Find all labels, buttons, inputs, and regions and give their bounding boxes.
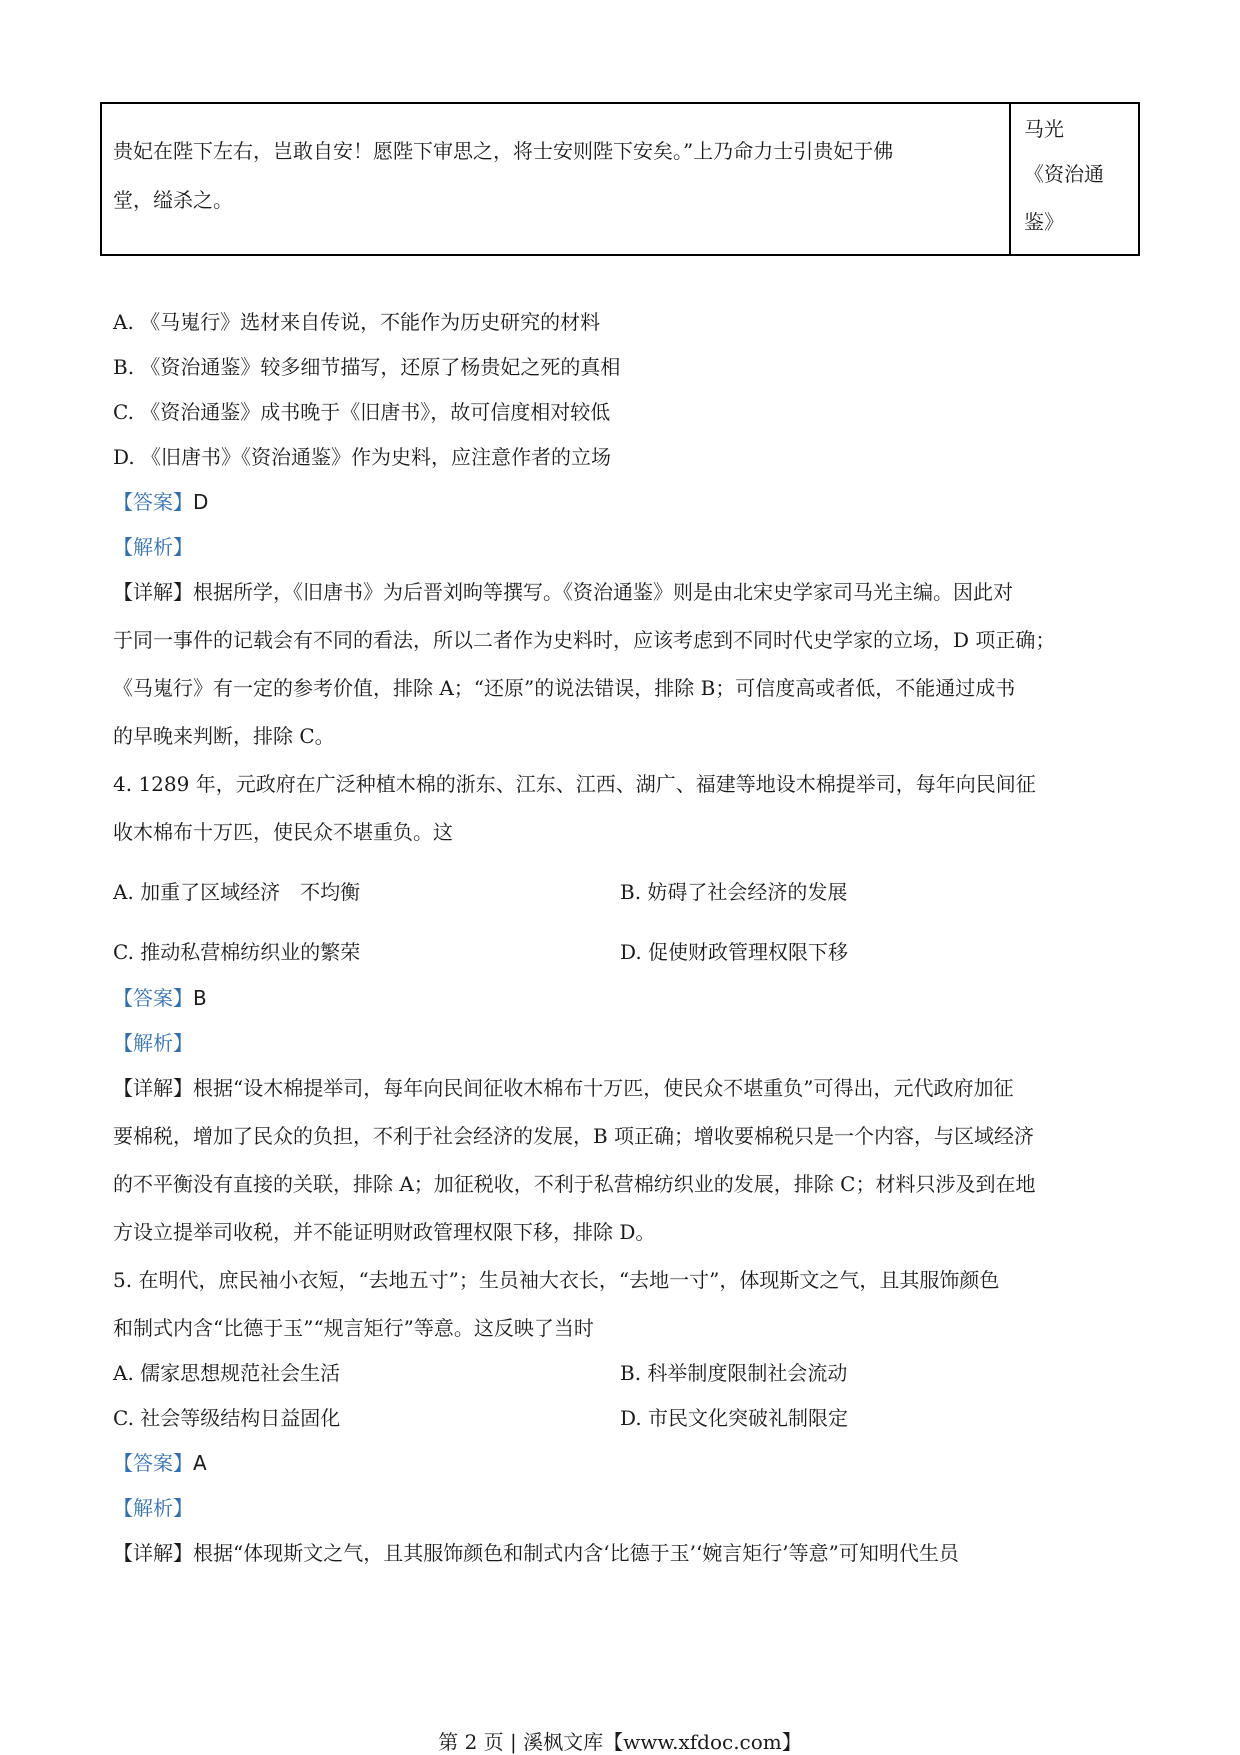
q3-detail-line-3: 《马嵬行》有一定的参考价值，排除 A；“还原”的说法错误，排除 B；可信度高或者低，不能通过成书 — [113, 676, 1016, 700]
q4-option-a: A. 加重了区域经济 不均衡 — [113, 880, 361, 904]
answer-label: 【答案】 — [113, 986, 193, 1010]
answer-label: 【答案】 — [113, 490, 193, 514]
q3-option-d: D. 《旧唐书》《资治通鉴》作为史料，应注意作者的立场 — [113, 445, 612, 469]
detail-text: 根据“设木棉提举司，每年向民间征收木棉布十万匹，使民众不堪重负”可得出，元代政府加征 — [193, 1076, 1014, 1100]
q4-detail-line-4: 方设立提举司收税，并不能证明财政管理权限下移，排除 D。 — [113, 1220, 656, 1244]
q5-option-d: D. 市民文化突破礼制限定 — [620, 1406, 849, 1430]
q3-detail-line-4: 的早晚来判断，排除 C。 — [113, 724, 335, 748]
q4-detail-line-1 — [113, 1072, 1013, 1101]
q4-detail-line-3: 的不平衡没有直接的关联，排除 A；加征税收，不利于私营棉纺织业的发展，排除 C；材料只涉及到在地 — [113, 1172, 1036, 1196]
answer-value: B — [193, 986, 207, 1010]
table-divider — [1009, 102, 1011, 256]
detail-label: 【详解】 — [113, 1541, 193, 1565]
source-table — [100, 102, 1140, 256]
q4-stem-line-1: 4. 1289 年，元政府在广泛种植木棉的浙东、江东、江西、湖广、福建等地设木棉提举司，每年向民间征 — [113, 772, 1036, 796]
q4-option-b: B. 妨碍了社会经济的发展 — [620, 880, 848, 904]
q3-option-a: A. 《马嵬行》选材来自传说，不能作为历史研究的材料 — [113, 310, 601, 334]
q5-option-c: C. 社会等级结构日益固化 — [113, 1406, 341, 1430]
q5-option-a: A. 儒家思想规范社会生活 — [113, 1361, 341, 1385]
q5-answer — [113, 1447, 207, 1476]
source-text-line-1: 贵妃在陛下左右，岂敢自安！愿陛下审思之，将士安则陛下安矣。”上乃命力士引贵妃于佛 — [113, 139, 894, 163]
q3-answer — [113, 486, 208, 515]
q5-detail-line-1 — [113, 1537, 959, 1566]
q5-analysis-label: 【解析】 — [113, 1496, 193, 1520]
q5-stem-line-1: 5. 在明代，庶民袖小衣短，“去地五寸”；生员袖大衣长，“去地一寸”，体现斯文之气，且其服饰颜色 — [113, 1268, 1000, 1292]
detail-label: 【详解】 — [113, 580, 193, 604]
source-attribution-line-1: 马光 — [1024, 117, 1064, 141]
q4-option-d: D. 促使财政管理权限下移 — [620, 940, 849, 964]
q4-answer — [113, 982, 207, 1011]
source-text-line-2: 堂，缢杀之。 — [113, 188, 233, 212]
detail-text: 根据“体现斯文之气，且其服饰颜色和制式内含‘比德于玉’‘婉言矩行’等意”可知明代生员 — [193, 1541, 959, 1565]
q3-detail-line-2: 于同一事件的记载会有不同的看法，所以二者作为史料时，应该考虑到不同时代史学家的立场，D 项正确； — [113, 628, 1056, 652]
source-attribution-line-3: 鉴》 — [1024, 210, 1064, 234]
answer-value: A — [193, 1451, 207, 1475]
q3-analysis-label: 【解析】 — [113, 535, 193, 559]
detail-text: 根据所学，《旧唐书》为后晋刘昫等撰写。《资治通鉴》则是由北宋史学家司马光主编。因此对 — [193, 580, 1013, 604]
q5-option-b: B. 科举制度限制社会流动 — [620, 1361, 848, 1385]
q4-detail-line-2: 要棉税，增加了民众的负担，不利于社会经济的发展，B 项正确；增收要棉税只是一个内容，与区域经济 — [113, 1124, 1035, 1148]
page-footer: 第 2 页 | 溪枫文库【www.xfdoc.com】 — [438, 1730, 802, 1754]
answer-label: 【答案】 — [113, 1451, 193, 1475]
q4-option-c: C. 推动私营棉纺织业的繁荣 — [113, 940, 361, 964]
q3-option-b: B. 《资治通鉴》较多细节描写，还原了杨贵妃之死的真相 — [113, 355, 621, 379]
q4-stem-line-2: 收木棉布十万匹，使民众不堪重负。这 — [113, 820, 453, 844]
source-attribution-line-2: 《资治通 — [1024, 162, 1104, 186]
q5-stem-line-2: 和制式内含“比德于玉”“规言矩行”等意。这反映了当时 — [113, 1316, 594, 1340]
answer-value: D — [193, 490, 209, 514]
q3-option-c: C. 《资治通鉴》成书晚于《旧唐书》，故可信度相对较低 — [113, 400, 611, 424]
detail-label: 【详解】 — [113, 1076, 193, 1100]
q3-detail-line-1 — [113, 576, 1013, 605]
q4-analysis-label: 【解析】 — [113, 1031, 193, 1055]
